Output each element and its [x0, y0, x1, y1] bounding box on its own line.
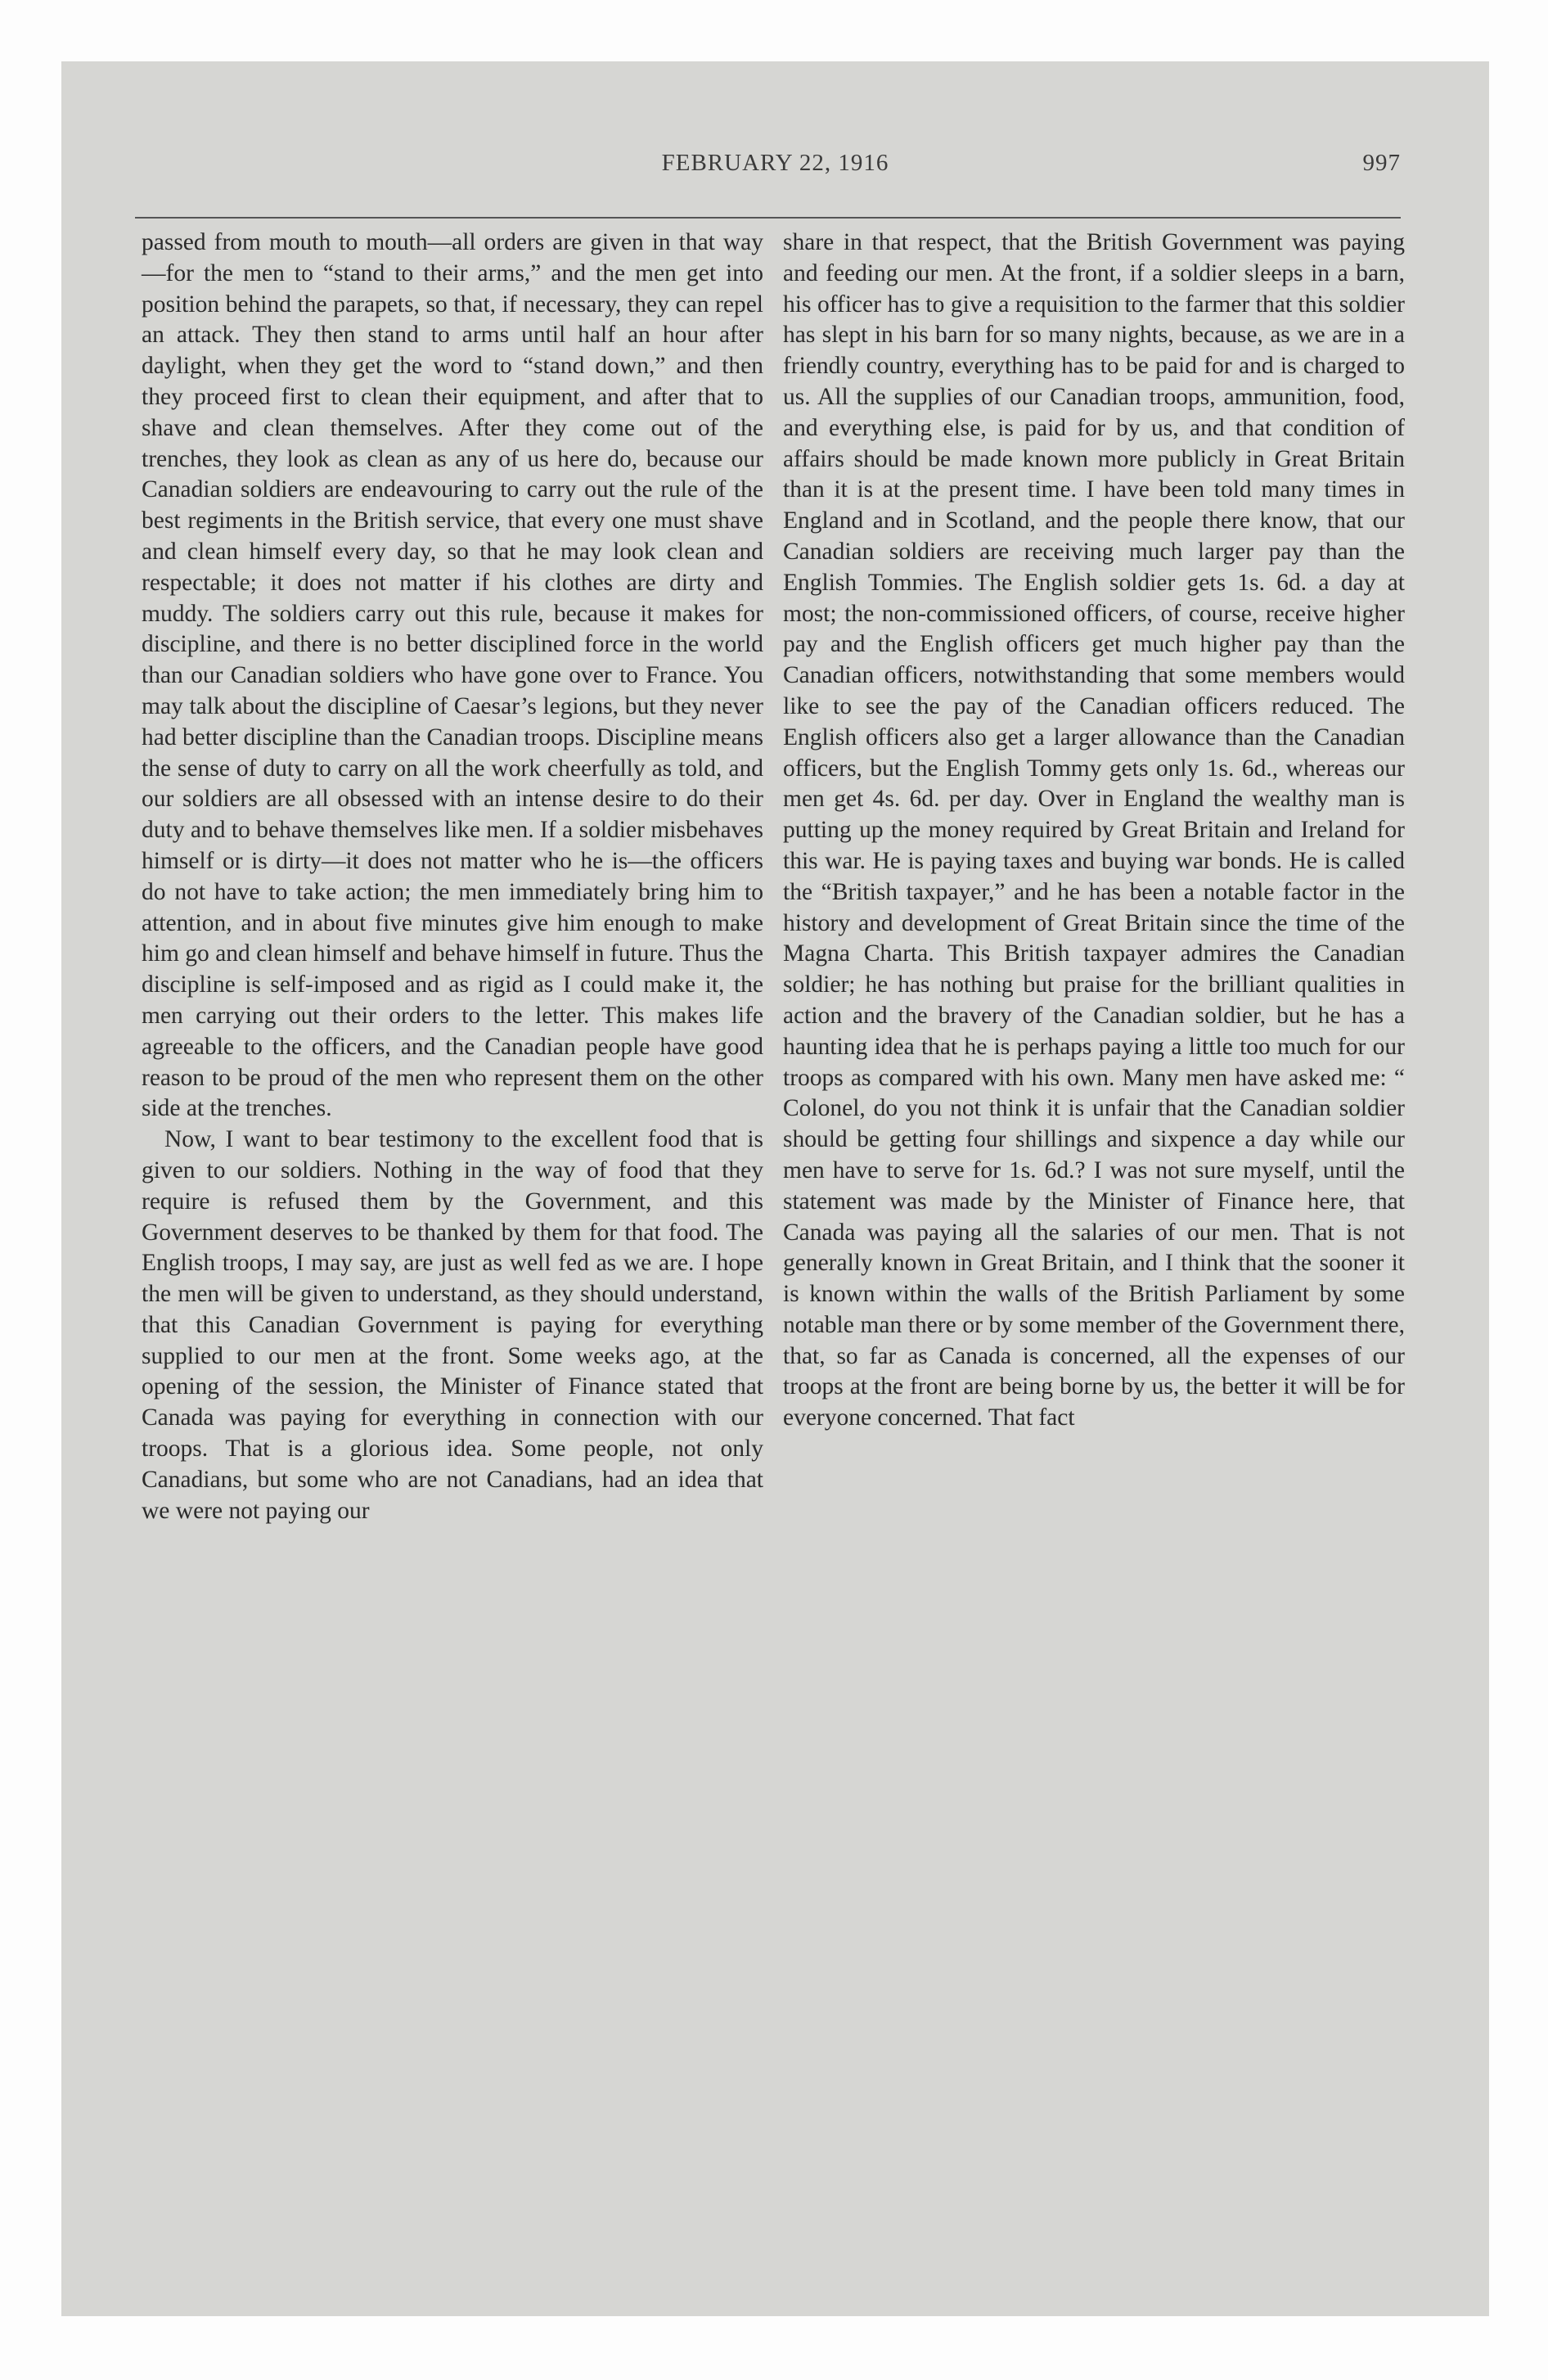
right-column [783, 228, 1405, 1434]
right-paragraph-1: share in that respect, that the British Government was paying and feeding our men. At the front, if a soldier sleeps in a barn, his officer has to give a requisition to the farmer that this soldier has slept in his barn for so many nights, because, as we are in a friendly country, everything has to be paid for and is charged to us. All the supplies of our Canadian troops, ammunition, food, and everything else, is paid for by us, and that condition of affairs should be made known more publicly in Great Britain than it is at the present time. I have been told many times in England and in Scotland, and the people there know, that our Canadian soldiers are receiving much larger pay than the English Tommies. The English soldier gets 1s. 6d. a day at most; the non-commissioned officers, of course, receive higher pay and the English officers get much higher pay than the Canadian officers, notwithstanding that some members would like to see the pay of the Canadian officers reduced. The English officers also get a larger allowance than the Canadian officers, but the English Tommy gets only 1s. 6d., whereas our men get 4s. 6d. per day. Over in England the wealthy man is putting up the money required by Great Britain and Ireland for this war. He is paying taxes and buying war bonds. He is called the “British taxpayer,” and he has been a notable factor in the history and development of Great Britain since the time of the Magna Charta. This British taxpayer admires the Canadian soldier; he has nothing but praise for the brilliant qualities in action and the bravery of the Canadian soldier, but he has a haunting idea that he is perhaps paying a little too much for our troops as compared with his own. Many men have asked me: “ Colonel, do you not think it is unfair that the Canadian soldier should be getting four shillings and sixpence a day while our men have to serve for 1s. 6d.? I was not sure myself, until the statement was made by the Minister of Finance here, that Canada was paying all the salaries of our men. That is not generally known in Great Britain, and I think that the sooner it is known within the walls of the British Parliament by some notable man there or by some member of the Government there, that, so far as Canada is concerned, all the expenses of our troops at the front are being borne by us, the better it will be for everyone concerned. That fact [783, 229, 1405, 1431]
left-column [142, 228, 763, 1526]
left-paragraph-1: passed from mouth to mouth—all orders are given in that way—for the men to “stand to their arms,” and the men get into position behind the parapets, so that, if necessary, they can repel an attack. They then stand to arms until half an hour after daylight, when they get the word to “stand down,” and then they proceed first to clean their equipment, and after that to shave and clean themselves. After they come out of the trenches, they look as clean as any of us here do, because our Canadian soldiers are endeavouring to carry out the rule of the best regiments in the British service, that every one must shave and clean himself every day, so that he may look clean and respectable; it does not matter if his clothes are dirty and muddy. The soldiers carry out this rule, because it makes for discipline, and there is no better disciplined force in the world than our Canadian soldiers who have gone over to France. You may talk about the discipline of Caesar’s legions, but they never had better discipline than the Canadian troops. Discipline means the sense of duty to carry on all the work cheerfully as told, and our soldiers are all obsessed with an intense desire to do their duty and to behave themselves like men. If a soldier misbehaves himself or is dirty—it does not matter who he is—the officers do not have to take action; the men immediately bring him to attention, and in about five minutes give him enough to make him go and clean himself and behave himself in future. Thus the discipline is self-imposed and as rigid as I could make it, the men carrying out their orders to the letter. This makes life agreeable to the officers, and the Canadian people have good reason to be proud of the men who represent them on the other side at the trenches. [142, 229, 763, 1122]
page-header [61, 150, 1489, 187]
header-rule [135, 217, 1401, 219]
page-date-title: FEBRUARY 22, 1916 [661, 150, 889, 176]
left-paragraph-2: Now, I want to bear testimony to the excellent food that is given to our soldiers. Nothing in the way of food that they require is refused them by the Government, and this Government deserves to be thanked by them for that food. The English troops, I may say, are just as well fed as we are. I hope the men will be given to understand, as they should understand, that this Canadian Government is paying for everything supplied to our men at the front. Some weeks ago, at the opening of the session, the Minister of Finance stated that Canada was paying for everything in connection with our troops. That is a glorious idea. Some people, not only Canadians, but some who are not Canadians, had an idea that we were not paying our [142, 1126, 763, 1524]
page-number: 997 [1362, 150, 1401, 176]
document-page [61, 61, 1489, 2316]
